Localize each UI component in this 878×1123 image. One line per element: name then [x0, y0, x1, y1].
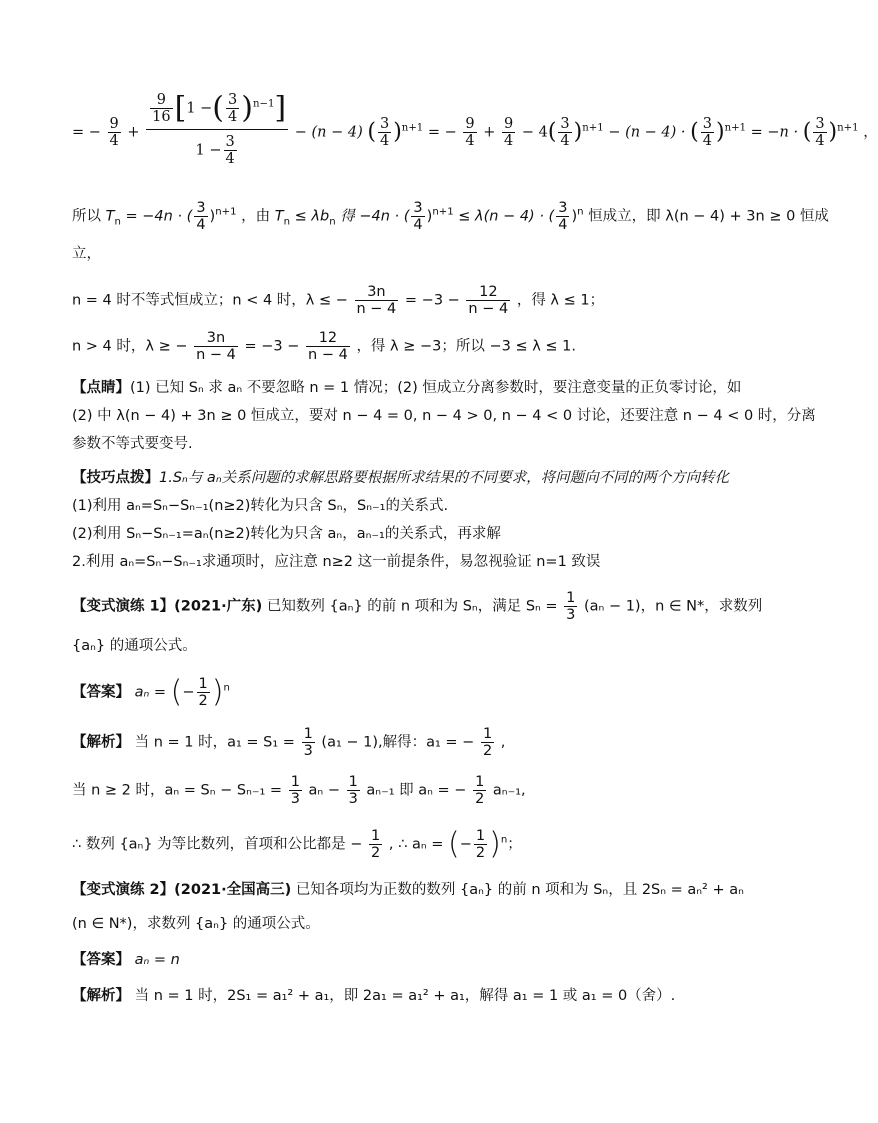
ex2-answer: 【答案】 aₙ = n	[72, 952, 180, 968]
ex1-solution-line-2: 当 n ≥ 2 时，aₙ = Sₙ − Sₙ₋₁ = $\frac{1}{3}$ aₙ − $\frac{1}{3}$ aₙ₋₁ 即 aₙ = − $\frac{1}{2}$ aₙ₋₁,	[72, 774, 526, 807]
ex1-question-line-2: {aₙ} 的通项公式。	[72, 638, 197, 654]
ex1-answer-label: 【答案】	[72, 684, 130, 701]
ex1-solution-line-1: 【解析】 当 n = 1 时，a₁ = S₁ = $\frac{1}{3}$ (a₁ − 1),解得：a₁ = − $\frac{1}{2}$ ,	[72, 726, 506, 759]
n-gt-4-line: n > 4 时，λ ≥ − $\frac{3n}{n - 4}$ = −3 − $\frac{12}{n - 4}$ ，得 λ ≥ −3；所以 −3 ≤ λ ≤ 1.	[72, 330, 577, 363]
jiqiao-label: 【技巧点拨】	[72, 470, 159, 486]
jiqiao-line-1: 【技巧点拨】1.Sₙ与 aₙ关系问题的求解思路要根据所求结果的不同要求，将问题向不同的两个方向转化	[72, 470, 730, 486]
jiqiao-line-4: 2.利用 aₙ=Sₙ−Sₙ₋₁求通项时，应注意 n≥2 这一前提条件，易忽视验证 n=1 致误	[72, 554, 601, 570]
ex1-solution-line-3: ∴ 数列 {aₙ} 为等比数列，首项和公比都是 − $\frac{1}{2}$ , ∴ aₙ = (− $\frac{1}{2}$ )$^n$；	[72, 826, 522, 862]
ex2-label: 【变式演练 2】	[72, 882, 175, 898]
ex2-solution-label: 【解析】	[72, 988, 130, 1004]
frac-9-4: $\frac{9}{4}$	[109, 116, 119, 149]
dianjing-label: 【点睛】	[72, 380, 130, 396]
frac-big: $\frac{9}{16}$ [1 −( $\frac{3}{4}$ )$^{n-1}$] 1 − $\frac{3}{4}$	[146, 92, 288, 167]
ex2-question-line-2: (n ∈ N*)，求数列 {aₙ} 的通项公式。	[72, 916, 320, 932]
n-eq-4-line: n = 4 时不等式恒成立；n < 4 时，λ ≤ − $\frac{3n}{n - 4}$ = −3 − $\frac{12}{n - 4}$ ，得 λ ≤ 1；	[72, 284, 605, 317]
ex2-solution-line-1: 【解析】 当 n = 1 时，2S₁ = a₁² + a₁，即 2a₁ = a₁² + a₁，解得 a₁ = 1 或 a₁ = 0（舍）.	[72, 988, 676, 1004]
ex1-question-line-1: 【变式演练 1】(2021·广东) 已知数列 {aₙ} 的前 n 项和为 Sₙ，满足 Sₙ = $\frac{1}{3}$ (aₙ − 1)，n ∈ N*，求数列	[72, 590, 763, 623]
ex1-answer: 【答案】 aₙ = (− $\frac{1}{2}$ )$^n$	[72, 674, 230, 710]
frac-9-16: $\frac{9}{16}$	[152, 92, 171, 125]
jiqiao-line-2: (1)利用 aₙ=Sₙ−Sₙ₋₁(n≥2)转化为只含 Sₙ，Sₙ₋₁的关系式.	[72, 498, 449, 514]
dianjing-line-3: 参数不等式要变号.	[72, 436, 193, 452]
dianjing-line-1: 【点睛】(1) 已知 Sₙ 求 aₙ 不要忽略 n = 1 情况；(2) 恒成立分离参数时，要注意变量的正负零讨论，如	[72, 380, 742, 396]
ex1-label: 【变式演练 1】	[72, 598, 175, 615]
ex2-question-line-1: 【变式演练 2】(2021·全国高三) 已知各项均为正数的数列 {aₙ} 的前 n 项和为 Sₙ，且 2Sₙ = aₙ² + aₙ	[72, 882, 744, 898]
dianjing-line-2: (2) 中 λ(n − 4) + 3n ≥ 0 恒成立，要对 n − 4 = 0, n − 4 > 0, n − 4 < 0 讨论，还要注意 n − 4 < 0 时，分离	[72, 408, 816, 424]
equation-sum-line: = − $\frac{9}{4}$ + $\frac{9}{16}$ [1 −( $\frac{3}{4}$ )$^{n-1}$] 1 − $\frac{3}{4}$ − (n − 4) ( $\frac{3}{4}$ )$^{n+1}$ = − $\frac{9}{4}$ + $\frac{9}{4}$ − 4( $\frac{3}{4}$ )$^{n+1}$ − (n − 4) · ( $\frac{3}{4}$ )$^{n+1}$ = −n · ( $\frac{3}{4}$ )$^{n+1}$ ，	[72, 90, 878, 167]
tn-line-cont: 立，	[72, 246, 101, 262]
ex2-answer-label: 【答案】	[72, 952, 130, 968]
tn-line: 所以 $T_n = -4n$ · ( $\frac{3}{4}$ )$^{n+1}$ ，由 $T_n \le \lambda b_n$ 得 −4n · ( $\frac{3}{4}$ )$^{n+1}$ ≤ λ(n − 4) · ( $\frac{3}{4}$ )$^n$ 恒成立，即 λ(n − 4) + 3n ≥ 0 恒成	[72, 200, 829, 233]
ex1-solution-label: 【解析】	[72, 734, 130, 751]
jiqiao-line-3: (2)利用 Sₙ−Sₙ₋₁=aₙ(n≥2)转化为只含 aₙ，aₙ₋₁的关系式，再求解	[72, 526, 501, 542]
eq-lead: = −	[72, 124, 101, 141]
